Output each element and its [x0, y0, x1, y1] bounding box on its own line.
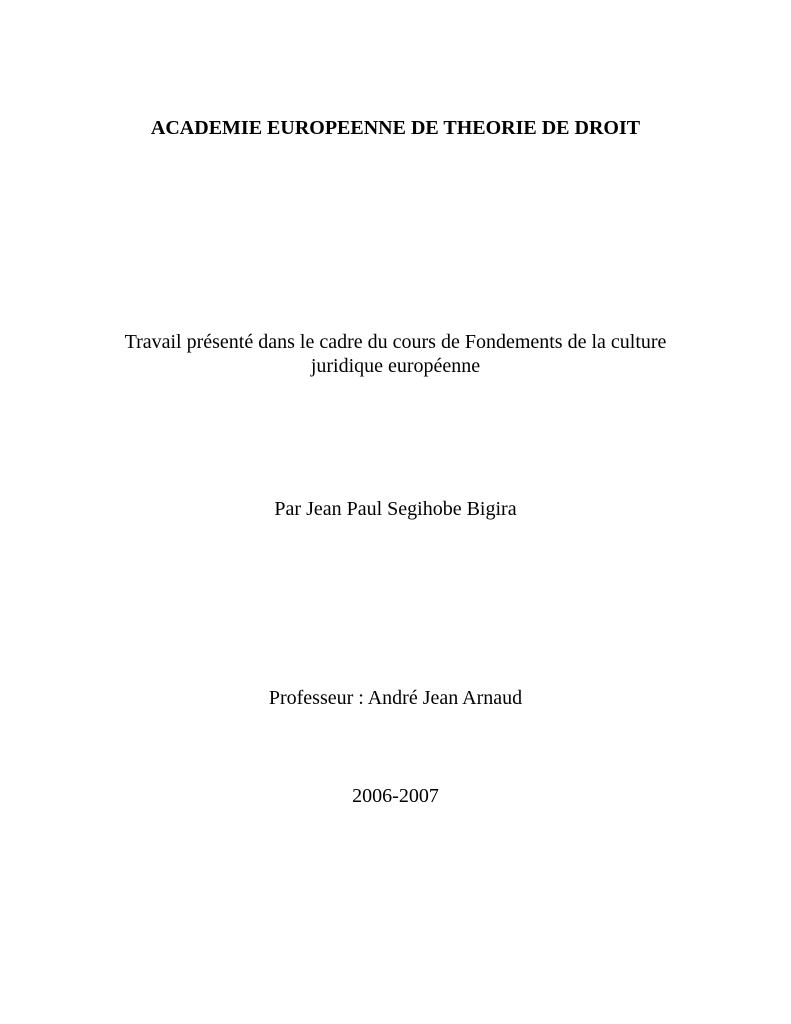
document-subtitle [0, 330, 791, 378]
document-title: ACADEMIE EUROPEENNE DE THEORIE DE DROIT [150, 117, 641, 139]
professor-line: Professeur : André Jean Arnaud [268, 687, 523, 709]
subtitle-line-1: Travail présenté dans le cadre du cours de Fondements de la culture [124, 331, 667, 353]
subtitle-line-2: juridique européenne [310, 355, 481, 377]
author-line: Par Jean Paul Segihobe Bigira [274, 498, 517, 520]
academic-year: 2006-2007 [352, 785, 439, 807]
